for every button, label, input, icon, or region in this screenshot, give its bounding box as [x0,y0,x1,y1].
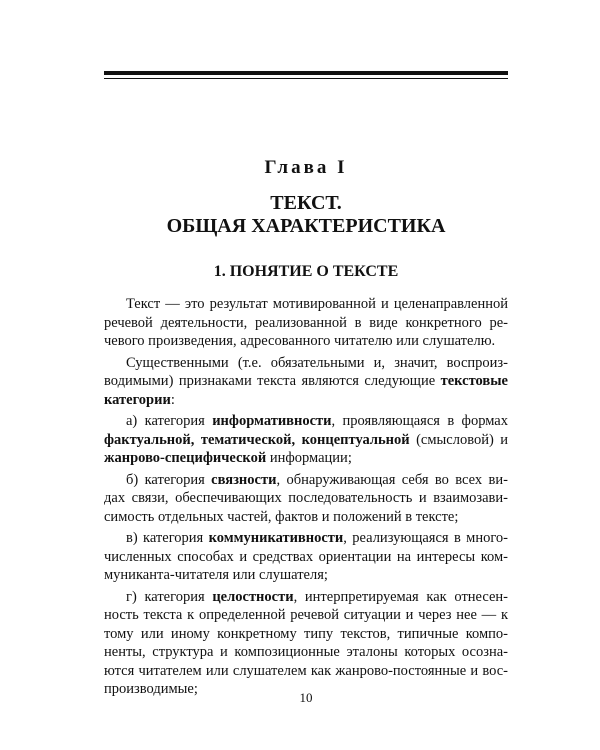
text-line: симость отдельных частей, фактов и положений в тексте; [104,508,459,525]
paragraph-3 [104,412,508,468]
text-run: в) категория [126,530,209,546]
body-text [104,295,508,702]
text-line: чевого произведения, адресованного читателю или слушателю. [104,333,496,349]
section-heading: 1. ПОНЯТИЕ О ТЕКСТЕ [213,263,399,280]
text-line: Существенными (т.е. обязательными и, значит, воспроиз- [126,354,508,371]
term-factual-thematic-conceptual: фактуальной, тематической, концептуальной [104,431,410,448]
chapter-title-line-1: ТЕКСТ. [270,192,342,214]
text-line: производимые; [104,681,198,697]
text-line: тому или иному конкретному типу текстов, типичные компо- [104,625,508,642]
text-run: г) категория [126,588,213,605]
paragraph-6 [104,588,508,699]
text-line: дах связи, обеспечивающих последовательность и взаимозави- [104,490,508,506]
text-line: муниканта-читателя или слушателя; [104,567,328,583]
text-line [104,449,508,468]
text-run: , реализующаяся в много- [343,530,509,546]
term-text-categories: текстовые [440,373,508,389]
header-rule-thick [104,71,508,75]
term-text-categories-cont: категории [104,391,171,408]
page-number: 10 [299,690,313,705]
term-communicativity: коммуникативности [208,530,344,546]
paragraph-5 [104,529,508,585]
text-run: : [170,391,175,408]
paragraph-4 [104,471,508,527]
text-line: численных способах и средствах ориентации на интересы ком- [104,548,508,565]
text-line: ются читателем или слушателем как жанрово-постоянные и вос- [104,662,508,679]
chapter-title-line-2: ОБЩАЯ ХАРАКТЕРИСТИКА [166,215,446,237]
chapter-heading: Глава I [264,157,348,178]
text-line [104,471,508,490]
text-line: ненты, структура и композиционные эталоны которых осозна- [104,644,508,660]
text-line [104,391,508,410]
header-rule-thin [104,78,508,79]
text-run: , проявляющаяся в формах [331,413,508,429]
text-line [104,529,508,548]
term-informativity: информативности [212,413,332,429]
text-line [104,372,508,391]
text-line: речевой деятельности, реализованной в виде конкретного ре- [104,314,508,331]
text-line [104,588,508,607]
paragraph-2 [104,354,508,410]
term-integrity: целостности [212,588,294,605]
term-genre-specific: жанрово-специфической [104,450,267,466]
term-coherence: связности [211,471,277,488]
text-run: водимыми) признаками текста являются следующие [104,373,441,389]
text-run: , обнаруживающая себя во всех ви- [276,471,508,488]
chapter-title [0,192,600,238]
text-run: (смысловой) и [409,431,508,448]
text-run: б) категория [126,471,212,488]
text-line: ность текста к определенной речевой ситуации и через нее — к [104,607,508,623]
text-run: информации; [266,450,352,466]
text-line: Текст — это результат мотивированной и целенаправленной [126,296,508,312]
text-run: а) категория [126,413,213,429]
text-line [104,431,508,450]
text-line [104,412,508,431]
paragraph-1 [104,295,508,351]
text-run: , интерпретируемая как отнесен- [293,588,508,605]
